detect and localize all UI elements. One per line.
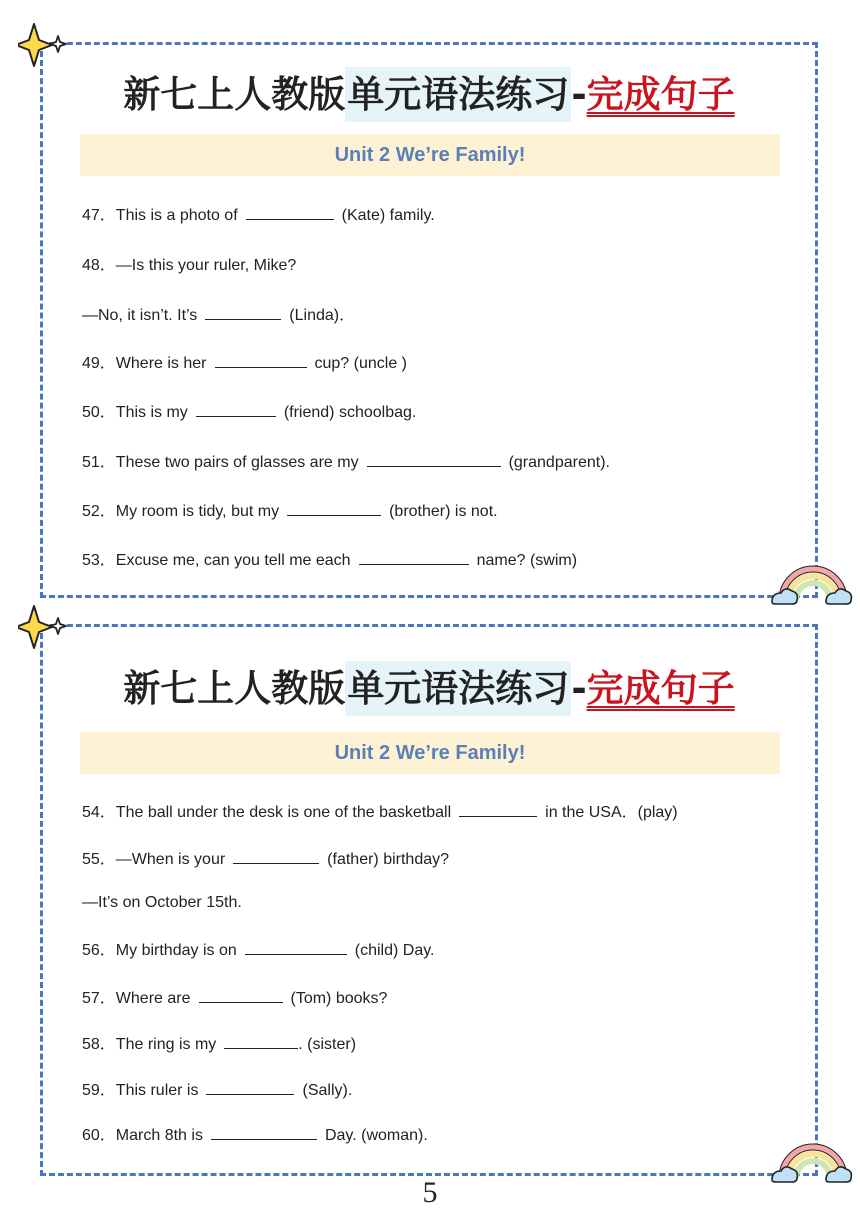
rainbow-cloud-icon <box>770 560 856 608</box>
question-47: 47．This is a photo of (Kate) family. <box>82 207 435 224</box>
answer-blank[interactable] <box>215 354 307 368</box>
question-60: 60．March 8th is Day. (woman). <box>82 1127 428 1144</box>
worksheet-title <box>40 658 818 712</box>
question-56: 56．My birthday is on (child) Day. <box>82 942 435 959</box>
unit-heading: Unit 2 We’re Family! <box>80 134 780 176</box>
answer-blank[interactable] <box>367 453 501 467</box>
question-55: 55．—When is your (father) birthday? <box>82 851 450 868</box>
answer-blank[interactable] <box>359 551 469 565</box>
title-highlight: 单元语法练习 <box>345 67 571 122</box>
answer-blank[interactable] <box>205 306 281 320</box>
worksheet-title <box>40 64 818 118</box>
answer-blank[interactable] <box>287 502 381 516</box>
question-50: 50．This is my (friend) schoolbag. <box>82 404 417 421</box>
answer-blank[interactable] <box>211 1126 317 1140</box>
question-51: 51．These two pairs of glasses are my (grandparent). <box>82 454 610 471</box>
title-prefix: 新七上人教版 <box>123 73 346 116</box>
question-53: 53．Excuse me, can you tell me each name? (swim) <box>82 552 578 569</box>
title-red: 完成句子 <box>586 73 735 116</box>
question-52: 52．My room is tidy, but my (brother) is not. <box>82 503 498 520</box>
question-48: 48．—Is this your ruler, Mike? <box>82 257 297 274</box>
question-59: 59．This ruler is (Sally). <box>82 1082 353 1099</box>
question-55-reply: —It’s on October 15th. <box>82 894 242 911</box>
question-54: 54．The ball under the desk is one of the basketball in the USA．(play) <box>82 804 678 821</box>
answer-blank[interactable] <box>245 941 347 955</box>
sparkle-icon <box>18 22 72 68</box>
question-57: 57．Where are (Tom) books? <box>82 990 388 1007</box>
title-dash: - <box>571 667 587 710</box>
question-58: 58．The ring is my . (sister) <box>82 1036 357 1053</box>
question-48-reply: —No, it isn’t. It’s (Linda)． <box>82 307 356 324</box>
answer-blank[interactable] <box>233 850 319 864</box>
answer-blank[interactable] <box>206 1081 294 1095</box>
answer-blank[interactable] <box>199 989 283 1003</box>
answer-blank[interactable] <box>246 206 334 220</box>
title-highlight: 单元语法练习 <box>345 661 571 716</box>
unit-heading: Unit 2 We’re Family! <box>80 732 780 774</box>
page-number: 5 <box>422 1176 438 1209</box>
title-prefix: 新七上人教版 <box>123 667 346 710</box>
answer-blank[interactable] <box>196 403 276 417</box>
sparkle-icon <box>18 604 72 650</box>
answer-blank[interactable] <box>459 803 537 817</box>
title-dash: - <box>571 73 587 116</box>
title-red: 完成句子 <box>586 667 735 710</box>
answer-blank[interactable] <box>224 1035 298 1049</box>
question-49: 49．Where is her cup? (uncle ) <box>82 355 407 372</box>
